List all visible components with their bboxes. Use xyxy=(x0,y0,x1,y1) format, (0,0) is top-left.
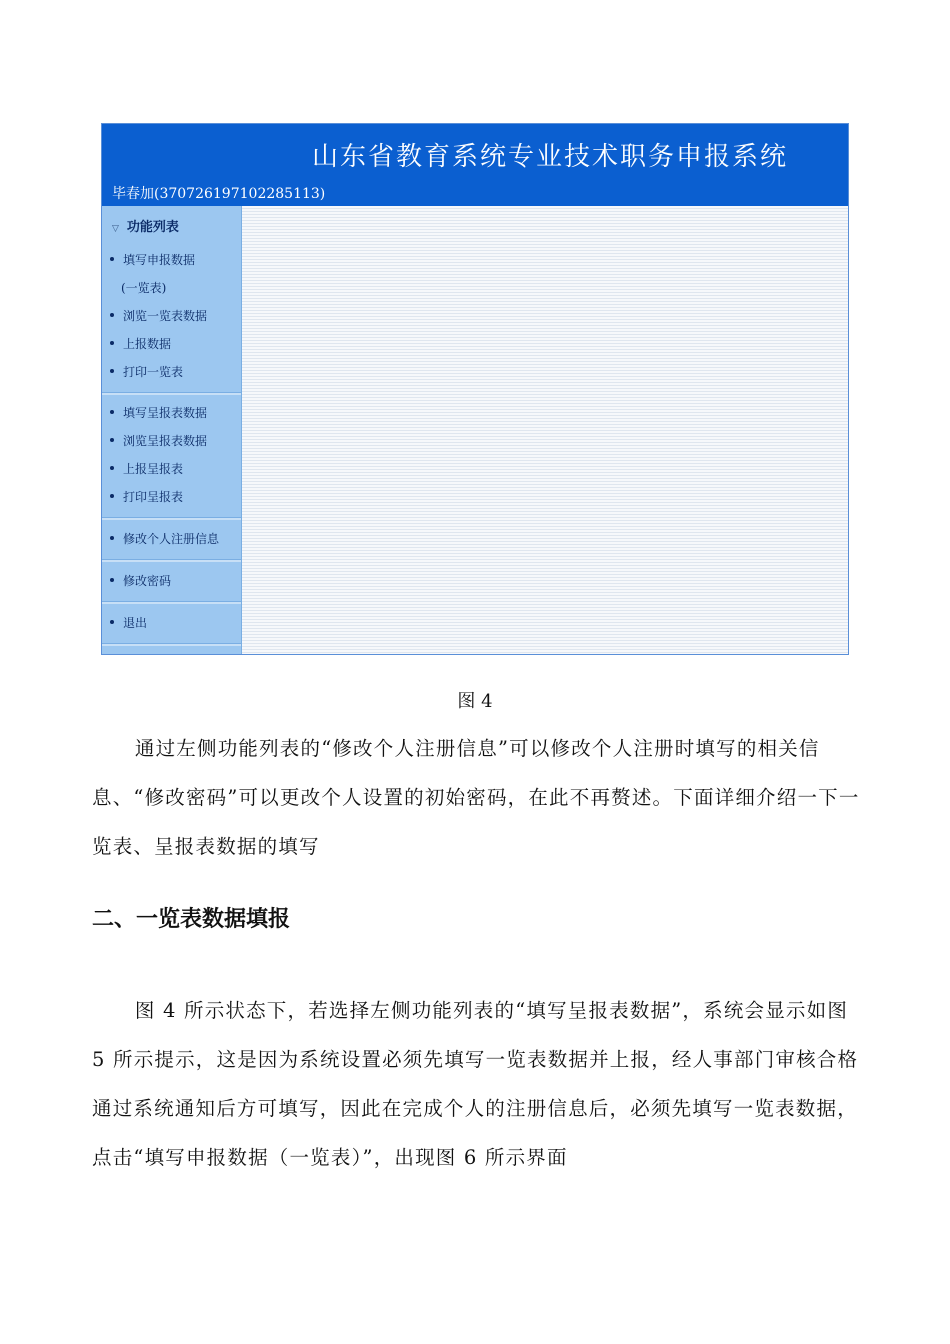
menu-item-browse-list[interactable]: 浏览一览表数据 xyxy=(110,307,207,324)
menu-item-browse-report[interactable]: 浏览呈报表数据 xyxy=(110,432,207,449)
section-heading: 二、一览表数据填报 xyxy=(92,907,291,932)
content-area xyxy=(242,206,848,654)
chevron-down-icon: ▽ xyxy=(112,224,119,234)
menu-item-submit-data[interactable]: 上报数据 xyxy=(110,335,171,352)
bullet-icon xyxy=(110,438,114,442)
menu-item-print-list[interactable]: 打印一览表 xyxy=(110,363,183,380)
sidebar-menu xyxy=(102,206,242,654)
app-title: 山东省教育系统专业技术职务申报系统 xyxy=(312,142,789,172)
menu-header xyxy=(112,216,179,235)
bullet-icon xyxy=(110,313,114,317)
menu-divider xyxy=(102,559,241,562)
menu-divider xyxy=(102,517,241,520)
bullet-icon xyxy=(110,620,114,624)
bullet-icon xyxy=(110,494,114,498)
menu-item-change-password[interactable]: 修改密码 xyxy=(110,572,171,589)
menu-item-fill-declaration[interactable]: 填写申报数据 xyxy=(110,251,195,268)
bullet-icon xyxy=(110,257,114,261)
menu-divider xyxy=(102,643,241,646)
menu-item-edit-profile[interactable]: 修改个人注册信息 xyxy=(110,530,219,547)
menu-divider xyxy=(102,392,241,395)
menu-title: 功能列表 xyxy=(126,220,179,235)
bullet-icon xyxy=(110,536,114,540)
paragraph: 图 4 所示状态下，若选择左侧功能列表的“填写呈报表数据”，系统会显示如图 5 所示提示，这是因为系统设置必须先填写一览表数据并上报，经人事部门审核合格通过系统通知后方可填写，因此在完成个人的注册信息后，必须先填写一览表数据，点击“填写申报数据（一览表）”，出现图 6 所示界面 xyxy=(92,999,859,1169)
menu-item-fill-report[interactable]: 填写呈报表数据 xyxy=(110,404,207,421)
paragraph: 通过左侧功能列表的“修改个人注册信息”可以修改个人注册时填写的相关信息、“修改密码”可以更改个人设置的初始密码，在此不再赘述。下面详细介绍一下一览表、呈报表数据的填写 xyxy=(92,737,860,858)
bullet-icon xyxy=(110,466,114,470)
menu-item-fill-declaration-sub[interactable]: (一览表) xyxy=(121,281,167,295)
menu-divider xyxy=(102,601,241,604)
menu-item-logout[interactable]: 退出 xyxy=(110,614,147,631)
figure-caption: 图 4 xyxy=(457,691,493,712)
figure-screenshot xyxy=(101,123,849,655)
bullet-icon xyxy=(110,410,114,414)
bullet-icon xyxy=(110,369,114,373)
bullet-icon xyxy=(110,341,114,345)
menu-item-print-report[interactable]: 打印呈报表 xyxy=(110,488,183,505)
app-header xyxy=(102,124,848,206)
user-info: 毕春加(370726197102285113) xyxy=(112,186,326,202)
bullet-icon xyxy=(110,578,114,582)
menu-item-submit-report[interactable]: 上报呈报表 xyxy=(110,460,183,477)
